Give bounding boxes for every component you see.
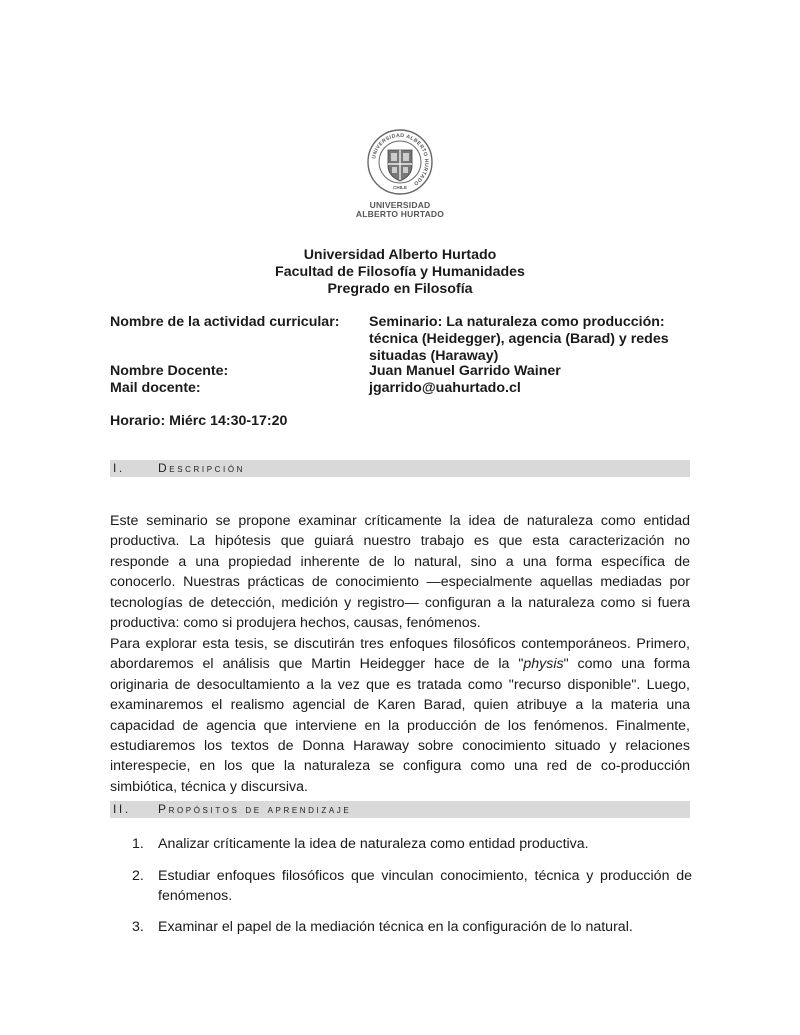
paragraph-line: originaria de desocultamiento a la vez que es tratada como "recurso disponible". Luego, [110,676,690,693]
paragraph-line: examinaremos el realismo agencial de Karen Barad, quien atribuye a la materia una [110,697,690,714]
faculty-name: Facultad de Filosofía y Humanidades [275,264,525,280]
seal-country-text: CHILE [393,185,407,190]
paragraph-line: productiva. La hipótesis que guiará nuestro trabajo es que esta caracterización no [110,533,690,550]
list-text [158,834,692,854]
activity-value-line: situadas (Haraway) [369,348,499,364]
section-title: Descripción [158,461,246,475]
paragraph-line: capacidad de agencia que interviene en la producción de los fenómenos. Finalmente, [110,717,690,734]
wordmark-line-2: ALBERTO HURTADO [355,209,445,219]
paragraph-line: simbiótica, técnica y discursiva. [110,778,308,795]
schedule: Horario: Miérc 14:30-17:20 [110,413,288,429]
university-wordmark [340,201,460,219]
paragraph-line: productiva: como si produjera hechos, causas, fenómenos. [110,615,481,632]
paragraph-line: responde a una propiedad inherente de lo natural, sino a una forma específica de [110,553,690,570]
paragraph-line: tecnologías de detección, medición y registro— configuran a la naturaleza como si fuera [110,594,690,611]
program-name: Pregrado en Filosofía [327,281,473,297]
list-text [158,917,692,937]
seal-ring-text: UNIVERSIDAD ALBERTO HURTADO [371,132,430,187]
mail-label: Mail docente: [110,380,201,396]
teacher-value: Juan Manuel Garrido Wainer [369,363,561,379]
list-text-line: fenómenos. [158,888,233,905]
list-text [158,866,692,907]
list-number: 3. [132,919,144,935]
list-number: 1. [132,836,144,852]
section-heading-description [110,460,690,477]
italic-term: physis [523,656,564,673]
institution-header [110,247,690,298]
paragraph-line: conocerlo. Nuestras prácticas de conocimiento —especialmente aquellas mediadas por [110,574,690,591]
line-text: abordaremos el análisis que Martin Heidegger hace de la " [110,656,524,673]
university-logo [340,128,460,219]
paragraph-line: Para explorar esta tesis, se discutirán tres enfoques filosóficos contemporáneos. Primero, [110,636,690,652]
description-paragraph-2 [110,634,690,797]
mail-value[interactable]: jgarrido@uahurtado.cl [369,380,521,396]
description-paragraph-1 [110,511,690,633]
section-heading-learning-purposes [110,801,690,818]
section-number: I. [113,461,125,475]
paragraph-line: interespecie, en los que la naturaleza se configura como una red de co-producción [110,758,690,775]
line-text: " como una forma [563,656,690,673]
list-text-line: Estudiar enfoques filosóficos que vinculan conocimiento, técnica y producción de [158,868,692,884]
paragraph-line: estudiaremos los textos de Donna Haraway sobre conocimiento situado y relaciones [110,738,690,755]
teacher-label: Nombre Docente: [110,363,229,379]
list-text-line: Analizar críticamente la idea de naturaleza como entidad productiva. [158,836,589,852]
list-text-line: Examinar el papel de la mediación técnica en la configuración de lo natural. [158,919,633,935]
activity-value-line: técnica (Heidegger), agencia (Barad) y redes [369,331,669,347]
section-title: Propósitos de aprendizaje [158,802,352,816]
activity-value [369,314,699,365]
section-number: II. [113,802,131,816]
paragraph-line [110,654,690,674]
activity-value-line: Seminario: La naturaleza como producción: [369,314,665,330]
university-name: Universidad Alberto Hurtado [303,247,497,263]
list-number: 2. [132,868,144,884]
university-seal-icon [366,128,434,196]
paragraph-line: Este seminario se propone examinar críticamente la idea de naturaleza como entidad [110,513,690,529]
wordmark-line-1: UNIVERSIDAD [369,200,431,210]
activity-label: Nombre de la actividad curricular: [110,314,340,330]
